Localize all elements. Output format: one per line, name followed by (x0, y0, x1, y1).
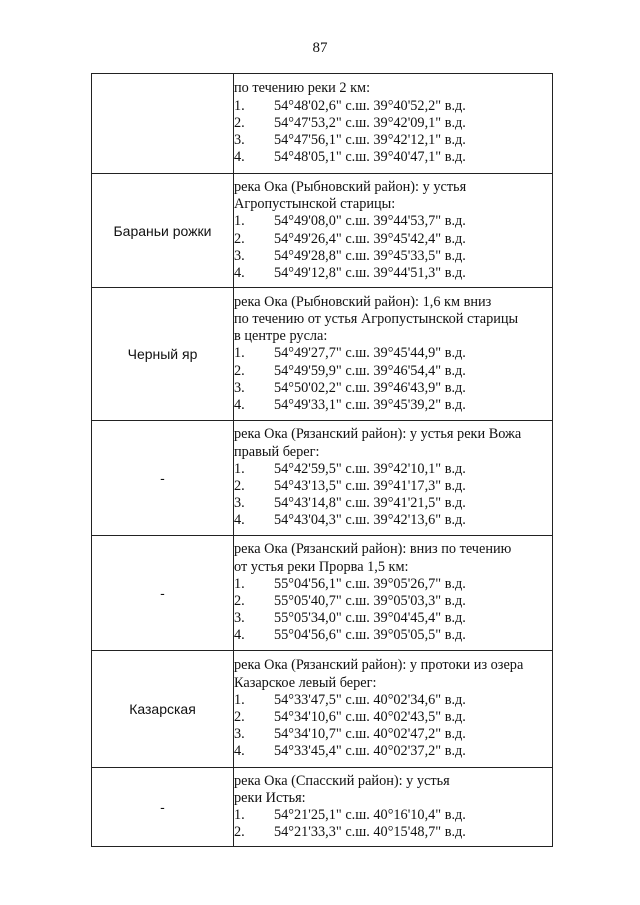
coordinate-line (234, 726, 552, 743)
coordinate-number: 4. (234, 627, 245, 644)
coordinate-number: 3. (234, 379, 245, 396)
coordinate-number: 2. (234, 362, 245, 379)
coordinate-line (234, 495, 552, 512)
description-line: Казарское левый берег: (234, 674, 377, 691)
location-name-cell (92, 74, 234, 174)
coordinate-number: 3. (234, 247, 245, 264)
coordinate-number: 4. (234, 397, 245, 413)
coordinate-value: 54°34'10,7" с.ш. 40°02'47,2" в.д. (274, 726, 466, 743)
location-description-cell (234, 174, 553, 288)
coordinate-value: 54°43'14,8" с.ш. 39°41'21,5" в.д. (274, 495, 466, 512)
coordinate-number: 3. (234, 726, 245, 743)
coordinate-number: 2. (234, 593, 245, 609)
description-line: в центре русла: (234, 328, 328, 345)
coordinate-value: 55°05'40,7" с.ш. 39°05'03,3" в.д. (274, 593, 466, 609)
coordinate-value: 54°33'45,4" с.ш. 40°02'37,2" в.д. (274, 743, 466, 760)
coordinate-line (234, 576, 552, 593)
location-name-cell (92, 288, 234, 421)
coordinate-value: 55°05'34,0" с.ш. 39°04'45,4" в.д. (274, 610, 466, 627)
location-name: - (160, 585, 165, 601)
table-row (92, 174, 553, 288)
coordinate-value: 54°34'10,6" с.ш. 40°02'43,5" в.д. (274, 709, 466, 725)
location-description-cell (234, 536, 553, 651)
coordinate-value: 54°49'26,4" с.ш. 39°45'42,4" в.д. (274, 230, 466, 247)
coordinate-value: 54°47'53,2" с.ш. 39°42'09,1" в.д. (274, 114, 466, 131)
coordinate-line (234, 824, 552, 841)
coordinate-line (234, 593, 552, 610)
table-row (92, 536, 553, 651)
table-row (92, 288, 553, 421)
coordinate-line (234, 98, 552, 115)
description-line: река Ока (Рязанский район): у протоки из озера (234, 657, 524, 674)
location-description-cell (234, 421, 553, 536)
coordinate-number: 2. (234, 709, 245, 725)
location-name-cell (92, 651, 234, 768)
coordinate-number: 4. (234, 743, 245, 760)
coordinate-number: 1. (234, 691, 245, 708)
coordinate-line (234, 627, 552, 644)
coordinate-value: 54°21'33,3" с.ш. 40°15'48,7" в.д. (274, 824, 466, 841)
locations-table (91, 73, 553, 847)
coordinate-line (234, 345, 552, 362)
description-line: по течению от устья Агропустынской старицы (234, 310, 519, 327)
location-description-cell (234, 768, 553, 847)
coordinate-line (234, 380, 552, 397)
coordinate-number: 2. (234, 824, 245, 841)
coordinate-number: 1. (234, 575, 245, 592)
location-name-cell (92, 174, 234, 288)
coordinate-line (234, 461, 552, 478)
coordinate-number: 3. (234, 610, 245, 627)
location-name: Бараньи рожки (113, 222, 212, 239)
coordinate-number: 1. (234, 345, 245, 362)
coordinate-value: 54°33'47,5" с.ш. 40°02'34,6" в.д. (274, 691, 466, 708)
coordinate-value: 54°48'05,1" с.ш. 39°40'47,1" в.д. (274, 149, 466, 166)
coordinate-number: 4. (234, 149, 245, 166)
location-name-cell (92, 421, 234, 536)
location-description-cell (234, 74, 553, 174)
coordinate-value: 54°49'27,7" с.ш. 39°45'44,9" в.д. (274, 345, 466, 362)
location-name-cell (92, 536, 234, 651)
location-name: Казарская (129, 701, 196, 717)
description-line: река Ока (Спасский район): у устья (234, 772, 450, 789)
coordinate-value: 54°43'13,5" с.ш. 39°41'17,3" в.д. (274, 478, 466, 494)
coordinate-line (234, 512, 552, 529)
coordinate-line (234, 478, 552, 495)
location-name: - (160, 470, 165, 486)
coordinate-value: 54°42'59,5" с.ш. 39°42'10,1" в.д. (274, 460, 466, 477)
coordinate-value: 54°47'56,1" с.ш. 39°42'12,1" в.д. (274, 132, 466, 149)
coordinate-number: 4. (234, 512, 245, 529)
description-line: река Ока (Рыбновский район): 1,6 км вниз (234, 293, 492, 310)
location-name: - (160, 799, 165, 815)
coordinate-number: 1. (234, 97, 245, 114)
description-line: река Ока (Рязанский район): у устья реки Вожа (234, 426, 522, 443)
description-line: правый берег: (234, 443, 320, 460)
coordinate-number: 3. (234, 132, 245, 149)
coordinate-line (234, 397, 552, 414)
coordinate-number: 1. (234, 460, 245, 477)
location-name-cell (92, 768, 234, 847)
coordinate-value: 54°21'25,1" с.ш. 40°16'10,4" в.д. (274, 807, 466, 823)
coordinate-line (234, 709, 552, 726)
coordinate-number: 1. (234, 807, 245, 823)
coordinate-value: 54°50'02,2" с.ш. 39°46'43,9" в.д. (274, 379, 466, 396)
table-row (92, 74, 553, 174)
description-line: река Ока (Рыбновский район): у устья (234, 178, 467, 195)
coordinate-line (234, 807, 552, 824)
coordinate-value: 54°49'08,0" с.ш. 39°44'53,7" в.д. (274, 213, 466, 230)
table-row (92, 768, 553, 847)
coordinate-value: 54°49'28,8" с.ш. 39°45'33,5" в.д. (274, 247, 466, 264)
coordinate-value: 54°43'04,3" с.ш. 39°42'13,6" в.д. (274, 512, 466, 529)
coordinate-value: 55°04'56,6" с.ш. 39°05'05,5" в.д. (274, 627, 466, 644)
coordinate-line (234, 149, 552, 166)
coordinate-number: 3. (234, 495, 245, 512)
coordinate-value: 55°04'56,1" с.ш. 39°05'26,7" в.д. (274, 575, 466, 592)
location-name: Черный яр (127, 346, 198, 362)
coordinate-number: 4. (234, 264, 245, 281)
coordinate-line (234, 265, 552, 282)
coordinate-number: 2. (234, 478, 245, 494)
location-description-cell (234, 288, 553, 421)
coordinate-line (234, 610, 552, 627)
coordinate-number: 2. (234, 114, 245, 131)
description-line: река Ока (Рязанский район): вниз по течению (234, 541, 512, 558)
table-row (92, 651, 553, 768)
coordinate-line (234, 115, 552, 132)
page-number: 87 (312, 40, 328, 56)
coordinate-line (234, 363, 552, 380)
coordinate-line (234, 743, 552, 760)
description-line: Агропустынской старицы: (234, 196, 396, 213)
coordinate-number: 2. (234, 230, 245, 247)
coordinate-value: 54°49'33,1" с.ш. 39°45'39,2" в.д. (274, 397, 466, 413)
description-line: по течению реки 2 км: (234, 80, 371, 97)
coordinate-value: 54°48'02,6" с.ш. 39°40'52,2" в.д. (274, 97, 466, 114)
coordinate-line (234, 213, 552, 230)
coordinate-value: 54°49'12,8" с.ш. 39°44'51,3" в.д. (274, 264, 466, 281)
coordinate-number: 1. (234, 213, 245, 230)
coordinate-line (234, 248, 552, 265)
location-description-cell (234, 651, 553, 768)
description-line: реки Истья: (234, 789, 306, 806)
coordinate-line (234, 692, 552, 709)
coordinate-line (234, 132, 552, 149)
coordinate-line (234, 231, 552, 248)
coordinate-value: 54°49'59,9" с.ш. 39°46'54,4" в.д. (274, 362, 466, 379)
description-line: от устья реки Прорва 1,5 км: (234, 558, 409, 575)
table-row (92, 421, 553, 536)
